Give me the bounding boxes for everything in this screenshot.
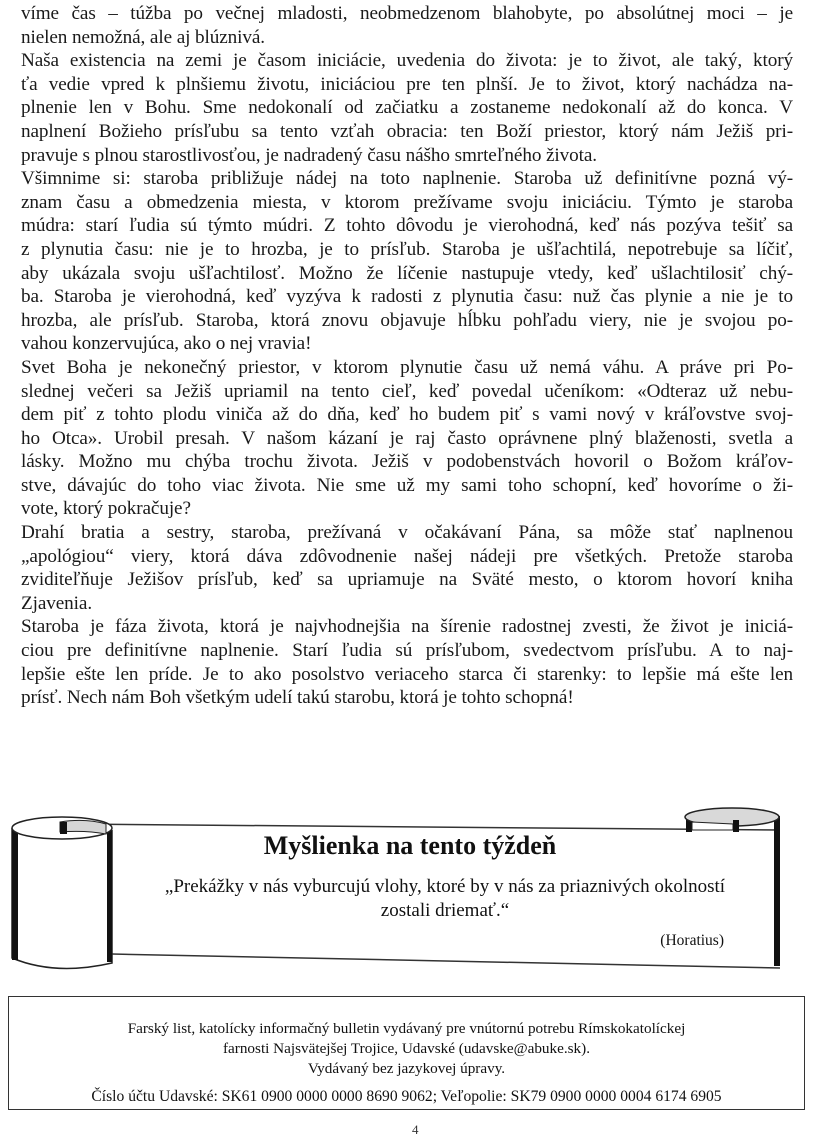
article-line: Všimnime si: staroba približuje nádej na toto naplnenie. Staroba už definitívne pozná vý- [21, 168, 793, 190]
article-line: pravuje s plnou starostlivosťou, je nadradený času nášho smrteľného života. [21, 144, 597, 166]
article-line: z plynutia času: nie je to hrozba, je to prísľub. Staroba je ušľachtilá, nepotrebuje sa líčiť, [21, 238, 793, 260]
article-line: ba. Staroba je vierohodná, keď vyzýva k radosti z plynutia času: nuž čas plynie a nie je to [21, 286, 793, 308]
publication-description: Farský list, katolícky informačný bulletin vydávaný pre vnútornú potrebu Rímskokatolíckej [127, 1020, 686, 1037]
article-line: „apológiou“ viery, ktorá dáva zdôvodnenie našej nádeji pre všetkých. Pretože staroba [21, 545, 793, 567]
article-line: slednej večeri sa Ježiš upriamil na tento cieľ, keď povedal učeníkom: «Odteraz už nebu- [21, 380, 793, 402]
article-line: Staroba je fáza života, ktorá je najvhodnejšia na šírenie radostnej zvesti, že život je iniciá- [21, 616, 793, 638]
article-line: naplnení Božieho prísľubu sa tento vzťah obracia: ten Boží priestor, ktorý nám Ježiš pri- [21, 120, 793, 142]
article-line: lásky. Možno mu chýba trochu života. Ježiš v podobenstvách hovoril o Božom kráľov- [21, 451, 793, 473]
article-line: dem piť z tohto plodu viniča až do dňa, keď ho budem piť s vami nový v kráľovstve svoj- [21, 404, 793, 426]
parish-contact: farnosti Najsvätejšej Trojice, Udavské (udavske@abuke.sk). [222, 1040, 590, 1057]
article-line: lepšie ešte len príde. Je to ako posolstvo veriaceho starca či starenky: to lepšie má ešte len [21, 663, 793, 685]
publication-info-box [8, 996, 805, 1110]
page-number: 4 [412, 1122, 419, 1137]
article-line: plnenie len v Bohu. Sme nedokonalí od začiatku a zostaneme nedokonalí až do konca. V [21, 97, 793, 119]
thought-quote [125, 875, 765, 923]
thought-of-week-scroll [0, 800, 820, 980]
thought-title: Myšlienka na tento týždeň [263, 831, 557, 860]
article-line: hrozba, ale prísľub. Staroba, ktorá znovu objavuje hĺbku pohľadu viery, nie je svojou po- [21, 309, 793, 331]
article-line: ho Otca». Urobil presah. V našom kázaní je raj často oprávnene plný blaženosti, svetla a [21, 427, 793, 449]
article-line: vote, ktorý pokračuje? [21, 498, 191, 520]
article-line: ťa vedie vpred k plnšiemu životu, iniciáciou pre ten plnší. Je to život, ktorý nachádza na- [21, 73, 793, 95]
article-line: aby ukázala svoju ušľachtilosť. Možno že líčenie nastupuje vtedy, keď ušlachtilosiť chý- [21, 262, 793, 284]
article-line: Svet Boha je nekonečný priestor, v ktorom plynutie času už nemá váhu. A práve pri Po- [21, 356, 793, 378]
article-body [21, 2, 793, 710]
bank-accounts: Číslo účtu Udavské: SK61 0900 0000 0000 8690 9062; Veľopolie: SK79 0900 0000 0004 6174 6905 [91, 1088, 722, 1105]
thought-author: (Horatius) [660, 932, 724, 949]
article-line: múdra: starí ľudia sú týmto múdri. Z tohto dôvodu je vierohodná, keď nás pozýva tešiť sa [21, 215, 793, 237]
article-line: Drahí bratia a sestry, staroba, prežívaná v očakávaní Pána, sa môže stať naplnenou [21, 522, 793, 544]
article-line: zviditeľňuje Ježišov prísľub, keď sa upriamuje na Sväté mesto, o ktorom hovorí kniha [21, 569, 793, 591]
editorial-note: Vydávaný bez jazykovej úpravy. [307, 1060, 506, 1077]
article-line: Zjavenia. [21, 592, 93, 614]
article-line: Naša existencia na zemi je časom iniciácie, uvedenia do života: je to život, ale taký, ktorý [21, 50, 793, 72]
article-line: ciou pre definitívne naplnenie. Starí ľudia sú prísľubom, svedectvom prísľubu. A to naj- [21, 640, 793, 662]
thought-quote-line: zostali driemať.“ [380, 900, 510, 921]
article-line: prísť. Nech nám Boh všetkým udelí takú starobu, ktorá je tohto schopná! [21, 687, 574, 709]
article-line: vahou konzervujúca, ako o nej vravia! [21, 333, 312, 355]
thought-quote-line: „Prekážky v nás vyburcujú vlohy, ktoré by v nás za priaznivých okolností [164, 876, 726, 897]
article-line: znam času a obmedzenia miesta, v ktorom prežívame svoju iniciáciu. Týmto je staroba [21, 191, 793, 213]
article-line: nielen nemožná, ale aj blúznivá. [21, 26, 265, 48]
article-line: stve, dávajúc do toho viac života. Nie sme už my sami toho schopní, keď hovoríme o ži- [21, 474, 793, 496]
article-line: víme čas – túžba po večnej mladosti, neobmedzenom blahobyte, po absolútnej moci – je [21, 3, 793, 24]
